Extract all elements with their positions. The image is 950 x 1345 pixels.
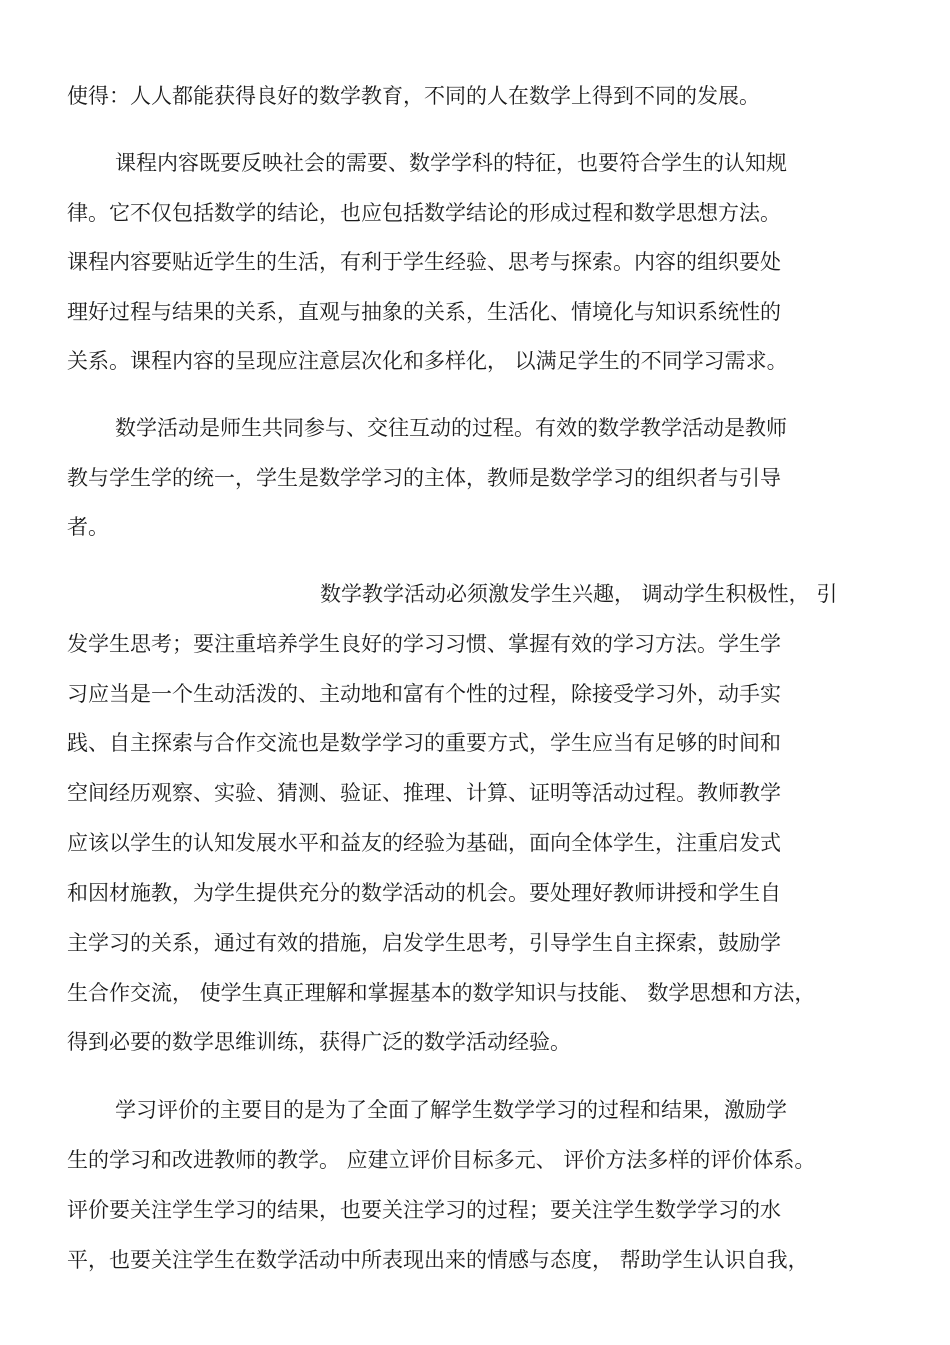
text-line: 主学习的关系，通过有效的措施，启发学生思考，引导学生自主探索，鼓励学 [67,931,781,955]
text-line: 理好过程与结果的关系，直观与抽象的关系，生活化、情境化与知识系统性的 [67,300,781,324]
text-line: 关系。课程内容的呈现应注意层次化和多样化， 以满足学生的不同学习需求。 [67,349,788,373]
text-line: 生合作交流， 使学生真正理解和掌握基本的数学知识与技能、 数学思想和方法， [67,981,816,1005]
text-line: 数学教学活动必须激发学生兴趣， 调动学生积极性， 引 [320,582,838,606]
text-line: 和因材施教，为学生提供充分的数学活动的机会。要处理好教师讲授和学生自 [67,881,781,905]
text-line: 应该以学生的认知发展水平和益友的经验为基础，面向全体学生，注重启发式 [67,831,781,855]
text-line: 评价要关注学生学习的结果，也要关注学习的过程；要关注学生数学学习的水 [67,1198,781,1222]
text-line: 生的学习和改进教师的教学。 应建立评价目标多元、 评价方法多样的评价体系。 [67,1148,816,1172]
text-line: 发学生思考；要注重培养学生良好的学习习惯、掌握有效的学习方法。学生学 [67,632,781,656]
text-line: 课程内容既要反映社会的需要、数学学科的特征，也要符合学生的认知规 [115,151,787,175]
text-line: 教与学生学的统一，学生是数学学习的主体，教师是数学学习的组织者与引导 [67,466,781,490]
text-line: 空间经历观察、实验、猜测、验证、推理、计算、证明等活动过程。教师教学 [67,781,781,805]
text-line: 习应当是一个生动活泼的、主动地和富有个性的过程，除接受学习外，动手实 [67,682,781,706]
text-line: 课程内容要贴近学生的生活，有利于学生经验、思考与探索。内容的组织要处 [67,250,781,274]
text-line: 践、自主探索与合作交流也是数学学习的重要方式，学生应当有足够的时间和 [67,731,781,755]
text-line: 数学活动是师生共同参与、交往互动的过程。有效的数学教学活动是教师 [115,416,787,440]
text-line: 平，也要关注学生在数学活动中所表现出来的情感与态度， 帮助学生认识自我， [67,1248,809,1272]
text-line: 者。 [67,515,109,539]
text-line: 得到必要的数学思维训练，获得广泛的数学活动经验。 [67,1030,571,1054]
text-line: 使得：人人都能获得良好的数学教育，不同的人在数学上得到不同的发展。 [67,84,760,108]
text-line: 学习评价的主要目的是为了全面了解学生数学学习的过程和结果，激励学 [115,1098,787,1122]
text-line: 律。它不仅包括数学的结论，也应包括数学结论的形成过程和数学思想方法。 [67,201,781,225]
